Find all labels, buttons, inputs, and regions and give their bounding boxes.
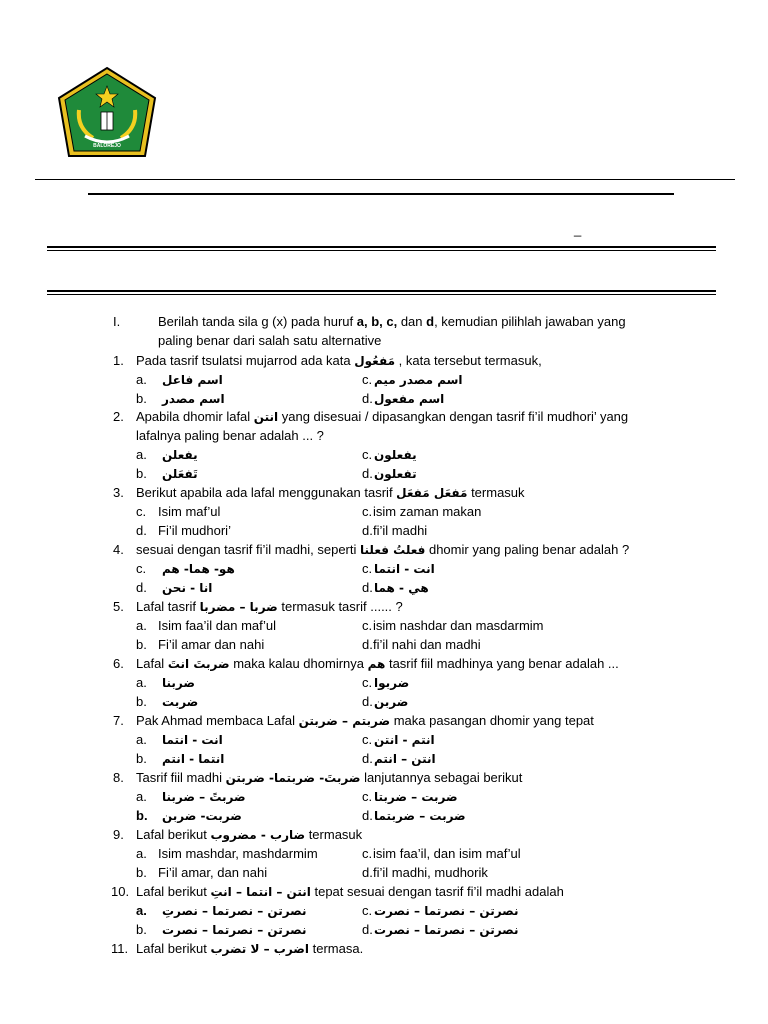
option-label: b. (136, 865, 147, 880)
option-label: c. (362, 372, 373, 387)
option-text: انت - انتما (162, 733, 223, 747)
arabic-term: مَفعَل مَفعَل (396, 486, 468, 500)
question-text: Lafal berikut اضرب – لا تضرب termasa. (136, 941, 364, 956)
instruction-line-2: paling benar dari salah satu alternative (158, 333, 382, 348)
option-label: c. (362, 561, 373, 576)
question-text: Apabila dhomir lafal انتن yang disesuai / dipasangkan dengan tasrif fi’il mudhori’ yang (136, 409, 629, 424)
option-label: d. (362, 391, 373, 406)
option-label: d. (362, 523, 373, 538)
option-text: isim faa’il, dan isim maf’ul (373, 846, 521, 861)
question-number: 2. (113, 409, 124, 424)
option-text: انتن – انتم (374, 752, 436, 766)
instruction-line-1: Berilah tanda sila g (x) pada huruf a, b, c, dan d, kemudian pilihlah jawaban yang (158, 314, 626, 329)
option-label: d. (362, 466, 373, 481)
option-label: c. (136, 561, 147, 576)
question-text: sesuai dengan tasrif fi’il madhi, seperti فعلتُ فعلنا dhomir yang paling benar adalah ? (136, 542, 630, 557)
question-number: 10. (111, 884, 130, 899)
option-label: b. (136, 808, 148, 823)
option-label: c. (362, 732, 373, 747)
option-label: a. (136, 447, 147, 462)
option-label: d. (362, 637, 373, 652)
option-text: ضربت – ضربتما (374, 809, 466, 823)
option-text: نصرتن – نصرتما – نصرت (162, 923, 307, 937)
option-text: انا - نحن (162, 581, 213, 595)
option-label: c. (362, 618, 373, 633)
header-rule-1 (35, 179, 735, 180)
question-text: Tasrif fiil madhi ضربتَ- ضربتما- ضربتن lanjutannya sebagai berikut (136, 770, 523, 785)
option-text: ضربت- ضربن (162, 809, 242, 823)
question-text: Lafal berikut انتن – انتما – انتِ tepat sesuai dengan tasrif fi’il madhi adalah (136, 884, 564, 899)
option-text: Fi’il amar dan nahi (158, 637, 265, 652)
option-label: d. (362, 865, 373, 880)
instruction-number: I. (113, 314, 121, 329)
option-text: fi’il madhi, mudhorik (373, 865, 488, 880)
logo-label: BALOREJO (93, 143, 121, 149)
option-text: انت - انتما (374, 562, 435, 576)
option-label: a. (136, 372, 147, 387)
arabic-term: مَفعُول (354, 354, 396, 368)
arabic-term: ضارب - مضروب (210, 828, 306, 842)
option-text: Fi’il amar, dan nahi (158, 865, 268, 880)
option-text: fi’il madhi (373, 523, 428, 538)
question-number: 6. (113, 656, 124, 671)
option-text: نصرتن – نصرتما – نصرت (374, 923, 519, 937)
option-text: اسم مصدر ميم (374, 373, 463, 387)
header-rule-2 (88, 193, 674, 195)
option-text: fi’il nahi dan madhi (373, 637, 481, 652)
arabic-term: انتن – انتما – انتِ (210, 885, 311, 899)
option-text: Isim faa’il dan maf’ul (158, 618, 277, 633)
option-label: c. (362, 675, 373, 690)
option-text: اسم مصدر (162, 392, 225, 406)
option-label: a. (136, 618, 147, 633)
arabic-term: هم (367, 657, 386, 671)
option-text: انتما - انتم (162, 752, 225, 766)
option-label: d. (136, 523, 147, 538)
option-label: c. (362, 903, 373, 918)
option-text: isim zaman makan (373, 504, 482, 519)
question-text-line-2: lafalnya paling benar adalah ... ? (136, 428, 324, 443)
option-label: c. (362, 504, 373, 519)
option-text: ضربوا (374, 676, 410, 690)
option-text: ضربنا (162, 676, 195, 690)
option-label: c. (362, 447, 373, 462)
option-text: يفعلون (374, 448, 417, 462)
option-label: d. (362, 808, 373, 823)
kemenag-logo (55, 66, 159, 166)
option-label: c. (136, 504, 147, 519)
option-text: isim nashdar dan masdarmim (373, 618, 544, 633)
option-label: b. (136, 637, 147, 652)
arabic-term: اضرب – لا تضرب (210, 942, 309, 956)
option-text: تَفعَلن (162, 467, 198, 481)
option-text: اسم فاعل (162, 373, 223, 387)
option-label: d. (136, 580, 147, 595)
question-number: 5. (113, 599, 124, 614)
question-number: 9. (113, 827, 124, 842)
question-text: Pada tasrif tsulatsi mujarrod ada kata مَفعُول , kata tersebut termasuk, (136, 353, 542, 368)
option-text: Isim maf’ul (158, 504, 221, 519)
option-text: Fi’il mudhori’ (158, 523, 231, 538)
arabic-term: ضربا – مضربا (199, 600, 278, 614)
question-text: Lafal tasrif ضربا – مضربا termasuk tasrif ...... ? (136, 599, 403, 614)
option-label: b. (136, 751, 147, 766)
question-text: Pak Ahmad membaca Lafal ضربتم – ضربتن maka pasangan dhomir yang tepat (136, 713, 594, 728)
option-label: c. (362, 789, 373, 804)
option-label: a. (136, 675, 147, 690)
question-number: 11. (111, 941, 129, 956)
question-number: 1. (113, 353, 124, 368)
arabic-term: انتن (253, 410, 279, 424)
option-label: d. (362, 694, 373, 709)
option-text: نصرتن – نصرتما – نصرتِ (162, 904, 307, 918)
option-label: a. (136, 789, 147, 804)
question-number: 7. (113, 713, 124, 728)
option-text: ضربن (374, 695, 409, 709)
option-label: b. (136, 466, 147, 481)
option-text: هي - هما (374, 581, 429, 595)
option-label: b. (136, 694, 147, 709)
arabic-term: ضربتم – ضربتن (298, 714, 391, 728)
option-text: هو- هما- هم (162, 562, 235, 576)
option-text: اسم مفعول (374, 392, 445, 406)
header-rule-4 (47, 250, 716, 251)
option-text: نصرتن – نصرتما – نصرت (374, 904, 519, 918)
option-label: a. (136, 732, 147, 747)
question-number: 4. (113, 542, 124, 557)
option-text: يفعلن (162, 448, 198, 462)
option-label: c. (362, 846, 373, 861)
arabic-term: فعلتُ فعلنا (360, 543, 426, 557)
arabic-term: ضربتَ انتَ (167, 657, 230, 671)
option-label: a. (136, 903, 147, 918)
question-text: Berikut apabila ada lafal menggunakan tasrif مَفعَل مَفعَل termasuk (136, 485, 525, 500)
question-text: Lafal berikut ضارب - مضروب termasuk (136, 827, 363, 842)
option-text: Isim mashdar, mashdarmim (158, 846, 318, 861)
option-label: d. (362, 751, 373, 766)
option-text: ضربت (162, 695, 199, 709)
header-rule-5 (47, 290, 716, 292)
option-text: تفعلون (374, 467, 417, 481)
option-label: b. (136, 922, 147, 937)
header-rule-6 (47, 294, 716, 295)
arabic-term: ضربتَ- ضربتما- ضربتن (225, 771, 361, 785)
option-label: d. (362, 922, 373, 937)
option-label: d. (362, 580, 373, 595)
option-label: a. (136, 846, 147, 861)
option-text: ضربتً – ضربنا (162, 790, 246, 804)
stray-mark: _ (574, 222, 582, 237)
option-text: انتم - انتن (374, 733, 435, 747)
header-rule-3 (47, 246, 716, 248)
question-text: Lafal ضربتَ انتَ maka kalau dhomirnya هم tasrif fiil madhinya yang benar adalah ... (136, 656, 619, 671)
question-number: 8. (113, 770, 124, 785)
option-label: b. (136, 391, 147, 406)
question-number: 3. (113, 485, 124, 500)
option-text: ضربت – ضربتا (374, 790, 458, 804)
